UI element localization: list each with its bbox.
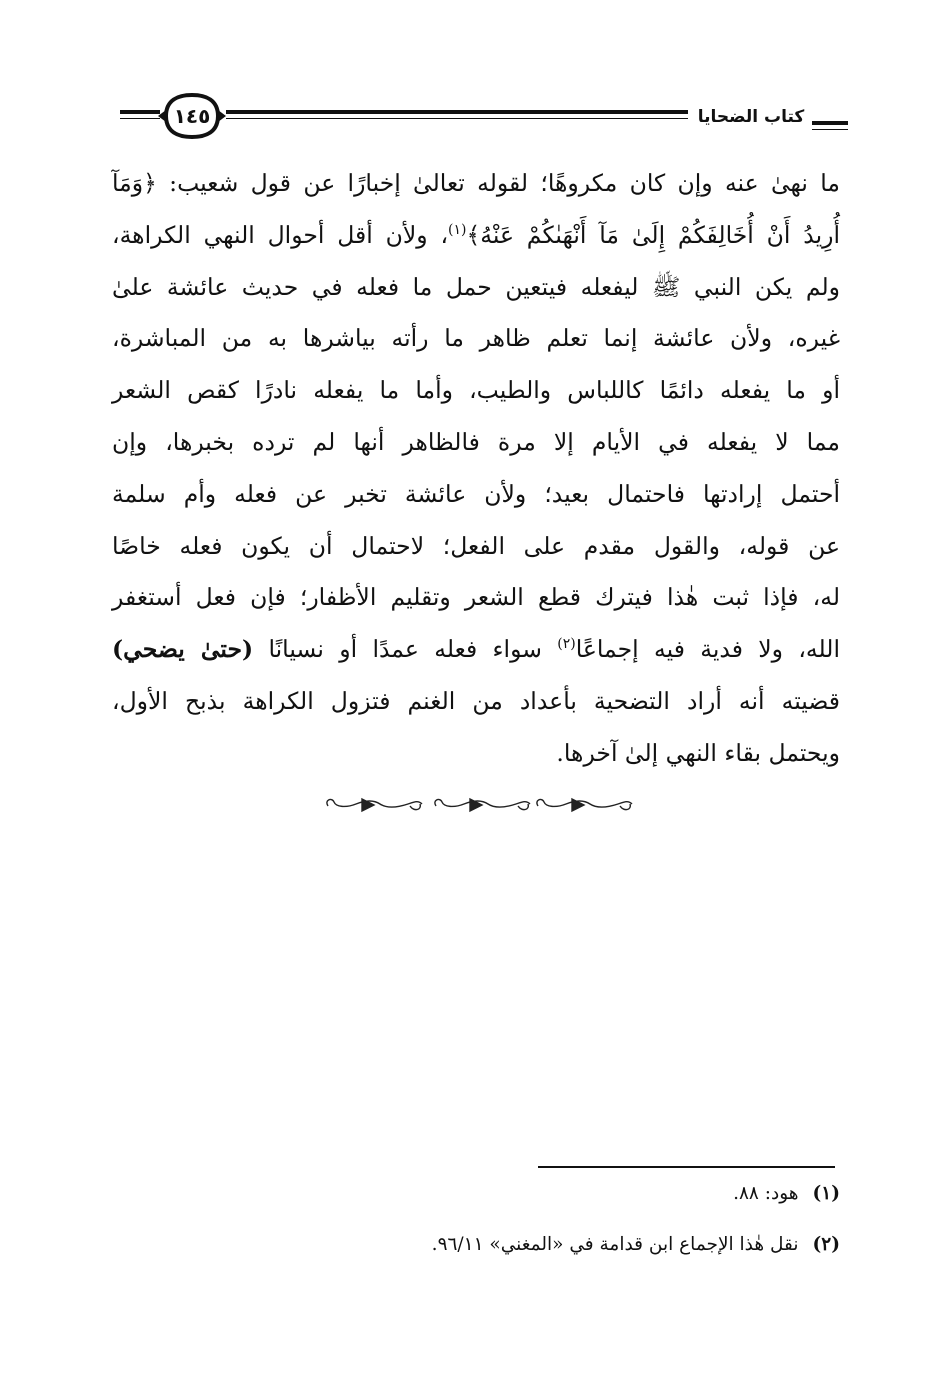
text-line: عن قوله، والقول مقدم على الفعل؛ لاحتمال أن يكون فعله خاصًا bbox=[112, 531, 840, 560]
footnote-text: نقل هٰذا الإجماع ابن قدامة في «المغني» ٩٦/١١. bbox=[431, 1234, 799, 1255]
text-line: غيره، ولأن عائشة إنما تعلم ظاهر ما رأته بياشرها به من المباشرة، bbox=[112, 324, 840, 353]
text-line bbox=[112, 624, 840, 676]
footnotes bbox=[300, 1180, 840, 1282]
header-rule-center bbox=[226, 110, 688, 114]
text-line: له، فإذا ثبت هٰذا فيترك قطع الشعر وتقليم الأظفار؛ فإن فعل أستغفر bbox=[112, 583, 840, 612]
header-rule-center-thin bbox=[226, 118, 688, 119]
footnote-text: هود: ٨٨. bbox=[733, 1183, 799, 1204]
text-line: مما لا يفعله في الأيام إلا مرة فالظاهر أنها لم ترده بخبرها، وإن bbox=[112, 427, 840, 456]
text-line: ويحتمل بقاء النهي إلىٰ آخرها. bbox=[556, 738, 840, 767]
text-line bbox=[112, 210, 840, 262]
footnote-number: (٢) bbox=[812, 1234, 840, 1255]
page-number: ١٤٥ bbox=[173, 104, 211, 128]
footnote-divider bbox=[538, 1166, 835, 1168]
header-rule-right-thin bbox=[812, 129, 848, 130]
page-header bbox=[0, 0, 944, 160]
header-rule-left-thin bbox=[120, 118, 160, 119]
section-ornament-icon bbox=[322, 792, 640, 818]
text-line: ما نهىٰ عنه وإن كان مكروهًا؛ لقوله تعالىٰ إخبارًا عن قول شعيب: ﴿وَمَآ bbox=[112, 169, 840, 197]
matn-quote: (حتىٰ يضحي) bbox=[112, 635, 254, 664]
text-line: أو ما يفعله دائمًا كاللباس والطيب، وأما ما يفعله نادرًا كقص الشعر bbox=[112, 376, 840, 405]
footnote bbox=[300, 1231, 840, 1259]
footnote bbox=[300, 1180, 840, 1208]
page-number-badge bbox=[156, 92, 228, 140]
footnote-number: (١) bbox=[812, 1183, 840, 1204]
text-line: قضيته أنه أراد التضحية بأعداد من الغنم فتزول الكراهة بذبح الأول، bbox=[112, 686, 840, 715]
quran-verse: أُرِيدُ أَنْ أُخَالِفَكُمْ إِلَىٰ مَآ أَنْهَىٰكُمْ عَنْهُ﴾ bbox=[466, 220, 840, 249]
header-rule-right bbox=[812, 121, 848, 125]
text-line: أحتمل إرادتها فاحتمال بعيد؛ ولأن عائشة تخبر عن فعله وأم سلمة bbox=[112, 479, 840, 508]
book-title: كتاب الضحايا bbox=[697, 107, 805, 127]
footnote-ref: (٢) bbox=[557, 636, 576, 653]
header-rule-left bbox=[120, 110, 160, 114]
text-line-tail: سواء فعله عمدًا أو نسيانًا bbox=[253, 635, 558, 664]
text-line: ولم يكن النبي ﷺ ليفعله فيتعين حمل ما فعله في حديث عائشة علىٰ bbox=[112, 272, 840, 301]
body-text bbox=[112, 158, 840, 780]
footnote-ref: (١) bbox=[448, 221, 467, 238]
text-line-tail: ، ولأن أقل أحوال النهي الكراهة، bbox=[112, 220, 449, 249]
text-line-head: الله، ولا فدية فيه إجماعًا bbox=[575, 635, 840, 664]
